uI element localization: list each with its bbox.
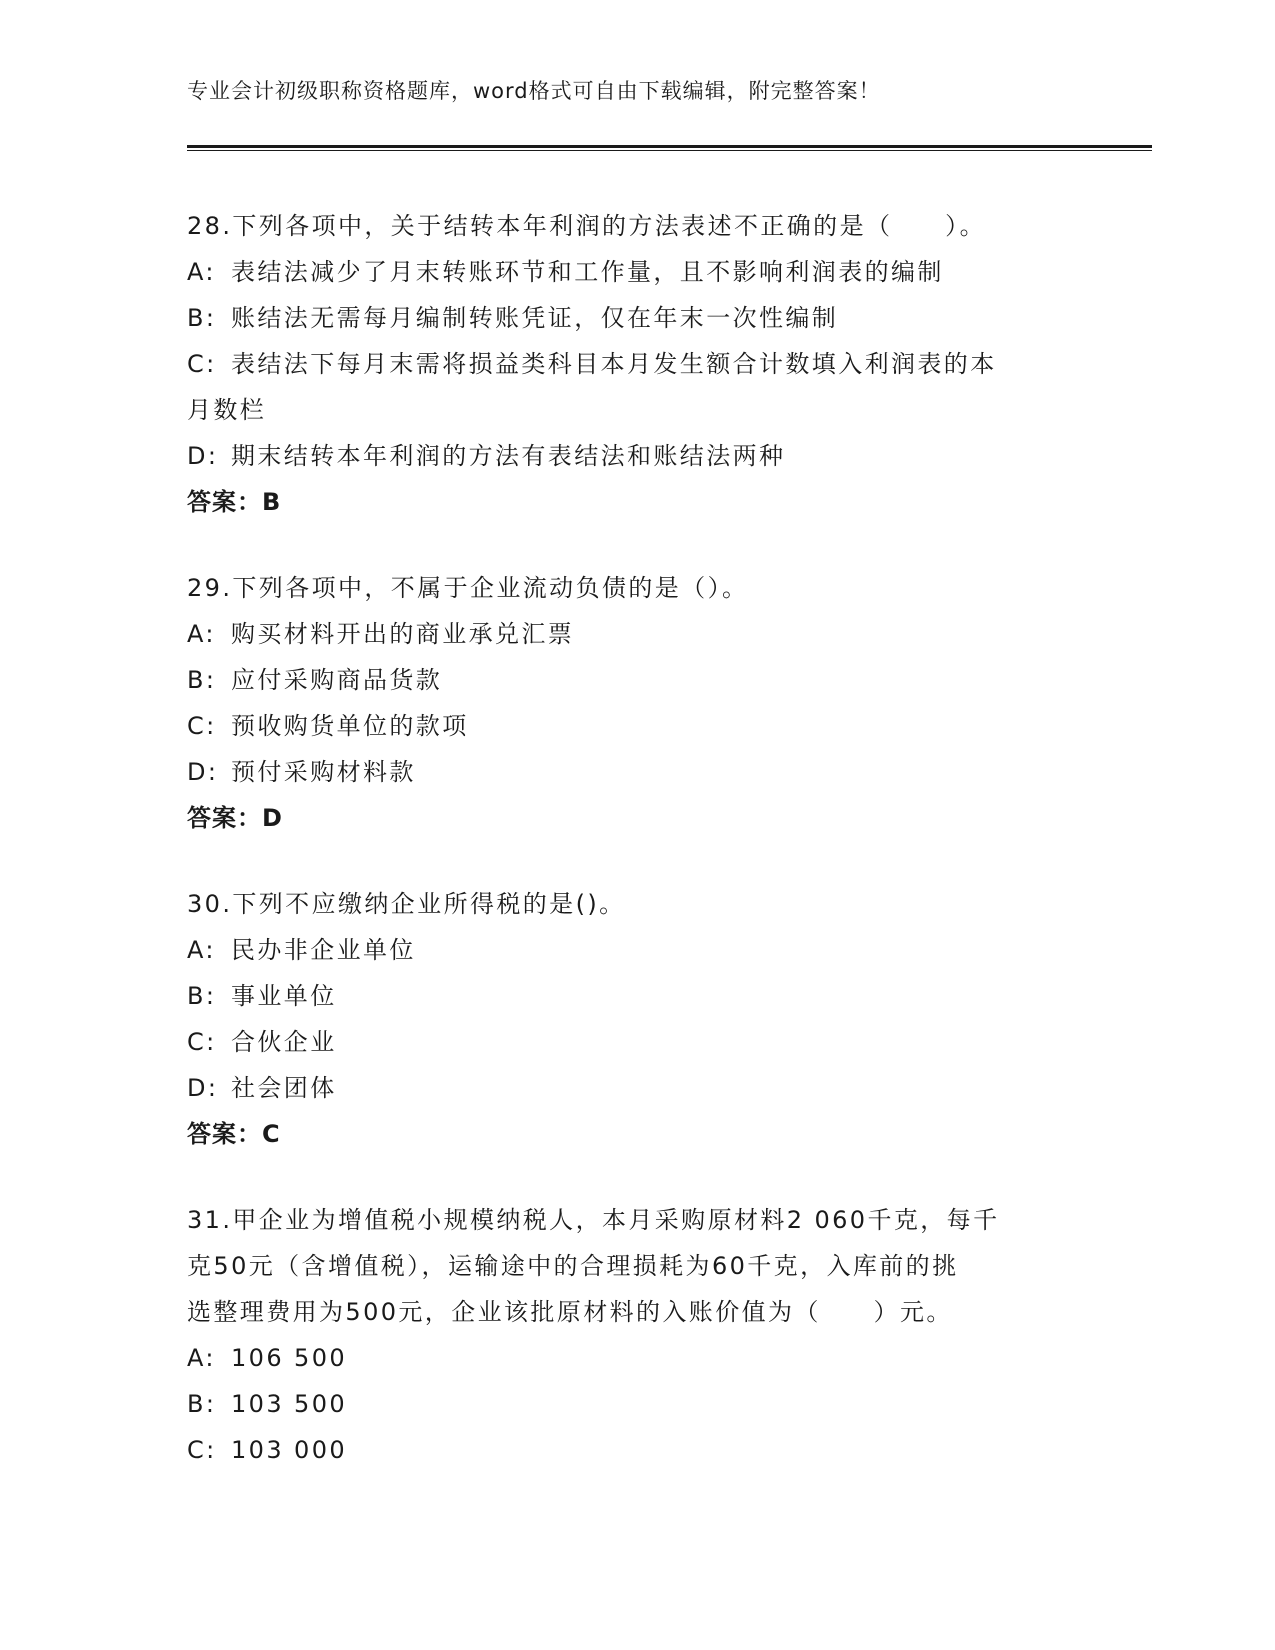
question-stem-line: 选整理费用为500元，企业该批原材料的入账价值为（ ）元。 <box>187 1298 953 1326</box>
question-stem: 30.下列不应缴纳企业所得税的是()。 <box>187 890 626 918</box>
option-letter: C: <box>187 712 217 740</box>
option-letter: B: <box>187 666 217 694</box>
page-header: 专业会计初级职称资格题库，word格式可自由下载编辑，附完整答案！ <box>187 79 881 103</box>
option-a <box>187 249 1087 295</box>
option-text: 账结法无需每月编制转账凭证，仅在年末一次性编制 <box>231 304 839 332</box>
option-c-continuation: 月数栏 <box>187 396 267 424</box>
option-letter: A: <box>187 1344 216 1372</box>
option-text: 103 000 <box>231 1436 348 1464</box>
option-text: 106 500 <box>231 1344 348 1372</box>
option-text: 表结法减少了月末转账环节和工作量，且不影响利润表的编制 <box>231 258 944 286</box>
option-c <box>187 1427 1087 1473</box>
option-text: 103 500 <box>231 1390 348 1418</box>
option-text: 社会团体 <box>231 1074 337 1102</box>
option-letter: C: <box>187 1028 217 1056</box>
option-b <box>187 973 1087 1019</box>
option-a <box>187 611 1087 657</box>
question-28 <box>187 203 1087 525</box>
option-text: 合伙企业 <box>231 1028 337 1056</box>
header-divider <box>187 145 1152 151</box>
option-d <box>187 749 1087 795</box>
option-text: 预收购货单位的款项 <box>231 712 469 740</box>
option-letter: D: <box>187 442 219 470</box>
option-text: 预付采购材料款 <box>231 758 416 786</box>
option-letter: B: <box>187 1390 217 1418</box>
option-b <box>187 295 1087 341</box>
option-c <box>187 341 1087 387</box>
option-text: 事业单位 <box>231 982 337 1010</box>
option-b <box>187 657 1087 703</box>
option-text: 民办非企业单位 <box>231 936 416 964</box>
option-d <box>187 1065 1087 1111</box>
option-letter: D: <box>187 1074 219 1102</box>
question-stem-line: 克50元（含增值税），运输途中的合理损耗为60千克，入库前的挑 <box>187 1252 959 1280</box>
option-letter: D: <box>187 758 219 786</box>
question-list <box>187 203 1087 1513</box>
question-stem: 28.下列各项中，关于结转本年利润的方法表述不正确的是（ ）。 <box>187 212 986 240</box>
option-a <box>187 927 1087 973</box>
question-stem: 29.下列各项中，不属于企业流动负债的是（）。 <box>187 574 749 602</box>
option-letter: A: <box>187 936 216 964</box>
option-text: 购买材料开出的商业承兑汇票 <box>231 620 575 648</box>
option-letter: A: <box>187 258 216 286</box>
option-b <box>187 1381 1087 1427</box>
option-a <box>187 1335 1087 1381</box>
option-letter: B: <box>187 982 217 1010</box>
question-31 <box>187 1197 1087 1473</box>
option-text: 表结法下每月末需将损益类科目本月发生额合计数填入利润表的本 <box>231 350 997 378</box>
question-29 <box>187 565 1087 841</box>
option-letter: C: <box>187 350 217 378</box>
option-letter: A: <box>187 620 216 648</box>
answer: 答案：C <box>187 1120 281 1148</box>
question-30 <box>187 881 1087 1157</box>
option-c <box>187 1019 1087 1065</box>
option-text: 应付采购商品货款 <box>231 666 443 694</box>
option-c <box>187 703 1087 749</box>
option-letter: C: <box>187 1436 217 1464</box>
answer: 答案：D <box>187 804 283 832</box>
option-text: 期末结转本年利润的方法有表结法和账结法两种 <box>231 442 786 470</box>
answer: 答案：B <box>187 488 282 516</box>
option-letter: B: <box>187 304 217 332</box>
option-d <box>187 433 1087 479</box>
question-stem-line: 31.甲企业为增值税小规模纳税人，本月采购原材料2 060千克，每千 <box>187 1206 1000 1234</box>
